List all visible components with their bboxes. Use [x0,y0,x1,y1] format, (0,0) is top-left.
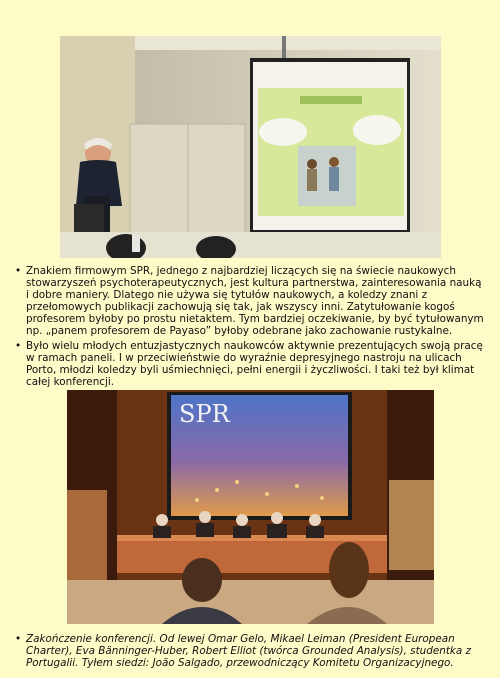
bullet-marker: • [15,339,22,352]
bullet-marker: • [15,633,22,645]
closing-panel-photo-drawing [67,390,434,624]
list-item-text: Zakończenie konferencji. Od lewej Omar Gelo, Mikael Leiman (President European Charter), Eva Bänninger-Huber, Robert Elliot (twórca Grounded Analysis), studentka z Portugalii. Tyłem siedzi: João Salgado, przewodniczący Komitetu Organizacyjnego. [26,633,472,670]
bullet-marker: • [15,265,22,277]
list-item [15,340,485,388]
list-item [15,265,485,338]
bullet-list-2 [15,633,485,671]
presentation-photo-drawing [60,36,441,258]
presentation-photo [60,36,441,258]
list-item-text: Było wielu młodych entuzjastycznych naukowców aktywnie prezentujących swoją pracę w ramach paneli. I w przeciwieństwie do wyraźnie depresyjnego nastroju na ulicach Porto, młodzi koledzy byli uśmiechnięci, pełni energii i życzliwości. I taki też był klimat całej konferencji. [26,339,483,388]
bullet-list-1 [15,265,485,390]
closing-panel-photo [67,390,434,624]
list-item [15,633,485,669]
list-item-text: Znakiem firmowym SPR, jednego z najbardziej liczących się na świecie naukowych stowarzyszeń psychoterapeutycznych, jest kultura partnerstwa, zainteresowania nauką i dobre maniery. Dlatego nie używa się tytułów naukowych, a koledzy znani z przełomowych publikacji zachowują się tak, jak wszyscy inni. Zatytułowanie kogoś profesorem byłoby po prostu nietaktem. Tym bardziej oczekiwanie, by być tytułowanym np. „panem profesorem de Payaso” byłoby odebrane jako zachowanie rustykalne. [26,265,484,338]
slide-logo: SPR [179,400,230,428]
